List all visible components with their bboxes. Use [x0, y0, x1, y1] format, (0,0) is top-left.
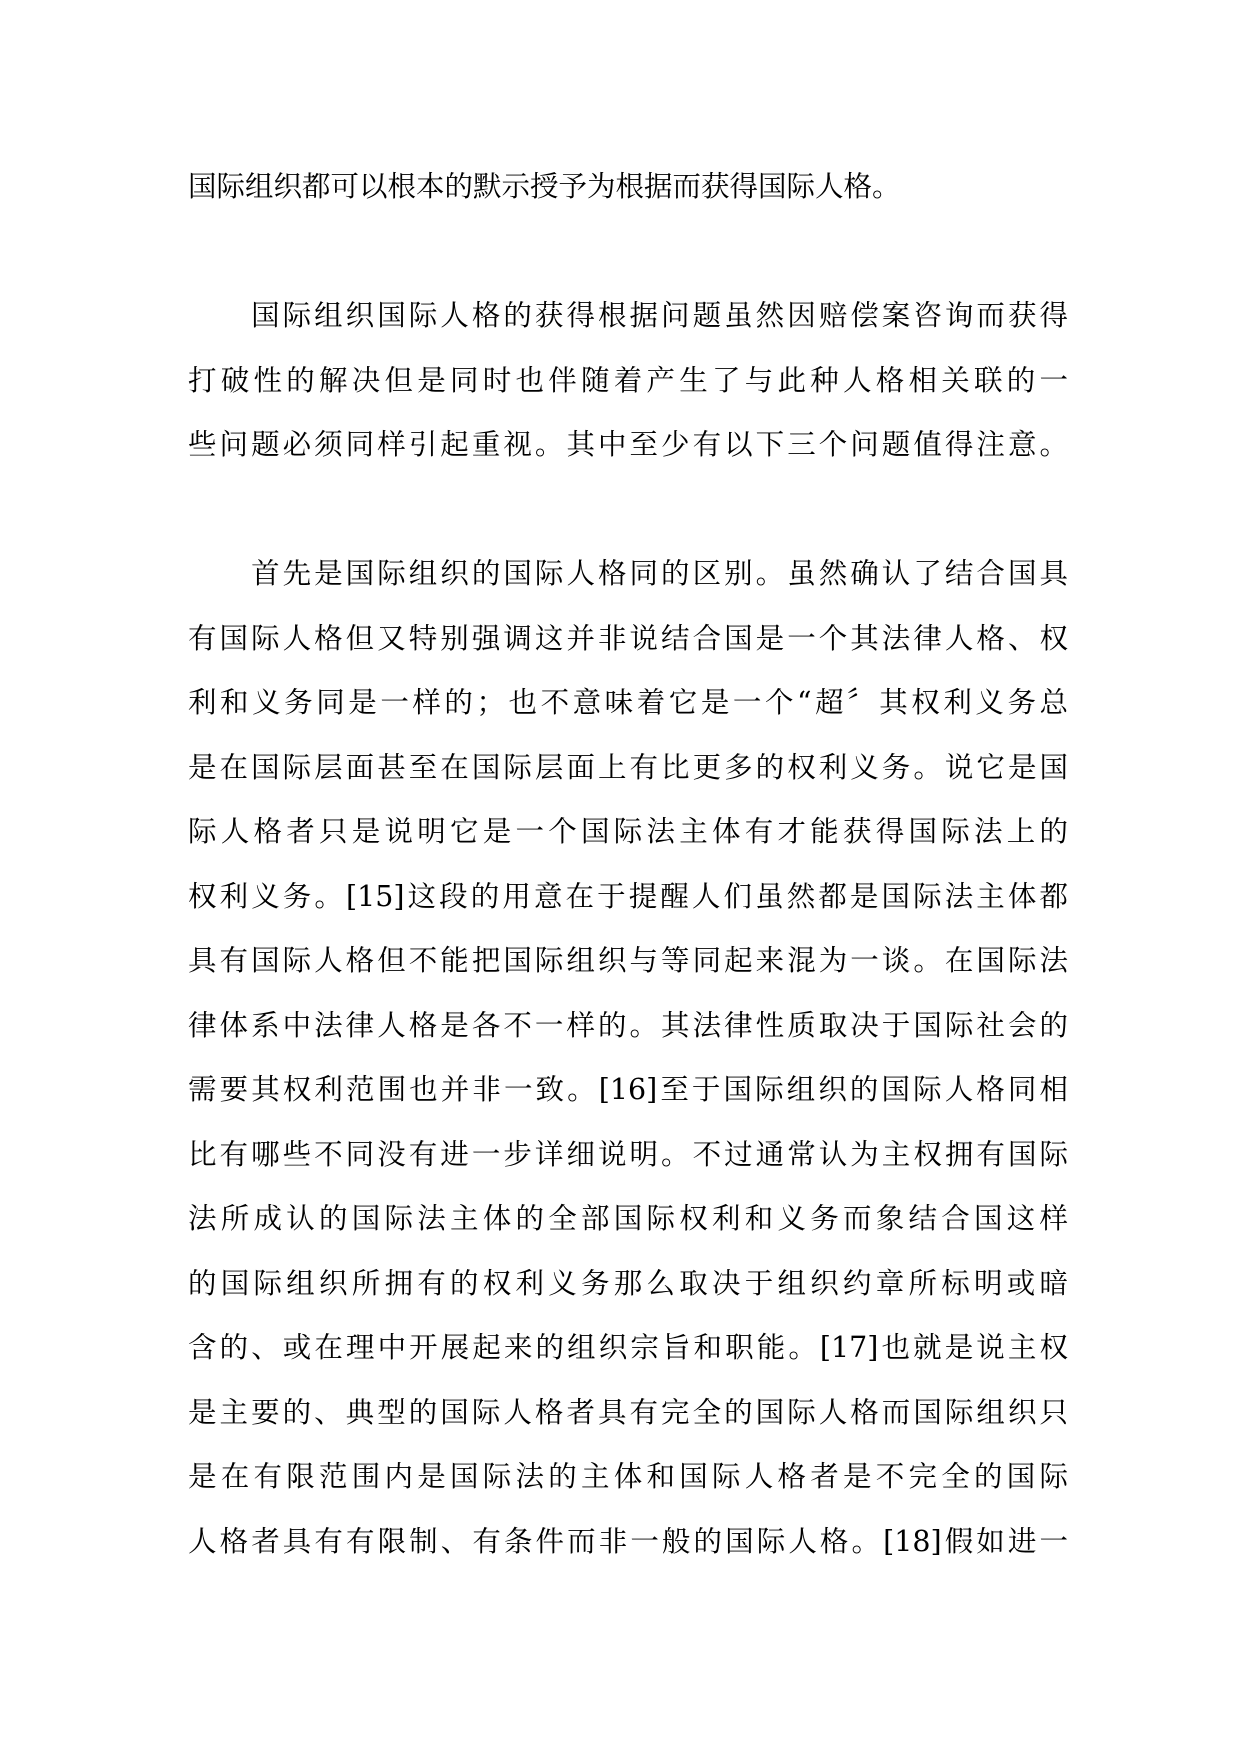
- text-line: 的国际组织所拥有的权利义务那么取决于组织约章所标明或暗: [188, 1266, 1068, 1300]
- text-line: 国际组织都可以根本的默示授予为根据而获得国际人格。: [188, 170, 901, 203]
- paragraph-3: [188, 542, 1068, 1574]
- text-line: 具有国际人格但不能把国际组织与等同起来混为一谈。在国际法: [188, 944, 1068, 977]
- text-line: 权利义务。[15]这段的用意在于提醒人们虽然都是国际法主体都: [188, 879, 1068, 913]
- text-line: 际人格者只是说明它是一个国际法主体有才能获得国际法上的: [188, 815, 1068, 848]
- paragraph-spacer: [188, 220, 1068, 285]
- text-line: 需要其权利范围也并非一致。[16]至于国际组织的国际人格同相: [188, 1073, 1068, 1106]
- text-line: 律体系中法律人格是各不一样的。其法律性质取决于国际社会的: [188, 1008, 1068, 1042]
- text-line: 利和义务同是一样的；也不意味着它是一个“超〞其权利义务总: [188, 686, 1068, 719]
- text-line: 含的、或在理中开展起来的组织宗旨和职能。[17]也就是说主权: [188, 1331, 1068, 1364]
- text-line: 些问题必须同样引起重视。其中至少有以下三个问题值得注意。: [188, 428, 1068, 461]
- text-line: 人格者具有有限制、有条件而非一般的国际人格。[18]假如进一: [188, 1524, 1068, 1558]
- text-line: 法所成认的国际法主体的全部国际权利和义务而象结合国这样: [188, 1202, 1068, 1235]
- text-line: 首先是国际组织的国际人格同的区别。虽然确认了结合国具: [188, 557, 1068, 590]
- document-body: [188, 155, 1068, 1574]
- text-line: 比有哪些不同没有进一步详细说明。不过通常认为主权拥有国际: [188, 1137, 1068, 1171]
- text-line: 是在有限范围内是国际法的主体和国际人格者是不完全的国际: [188, 1460, 1068, 1493]
- text-line: 国际组织国际人格的获得根据问题虽然因赔偿案咨询而获得: [188, 299, 1068, 332]
- text-line: 是主要的、典型的国际人格者具有完全的国际人格而国际组织只: [188, 1395, 1068, 1429]
- text-line: 是在国际层面甚至在国际层面上有比更多的权利义务。说它是国: [188, 750, 1068, 784]
- text-line: 有国际人格但又特别强调这并非说结合国是一个其法律人格、权: [188, 621, 1068, 655]
- paragraph-1: [188, 155, 1068, 220]
- text-line: 打破性的解决但是同时也伴随着产生了与此种人格相关联的一: [188, 363, 1068, 397]
- paragraph-2: [188, 284, 1068, 478]
- paragraph-spacer: [188, 478, 1068, 543]
